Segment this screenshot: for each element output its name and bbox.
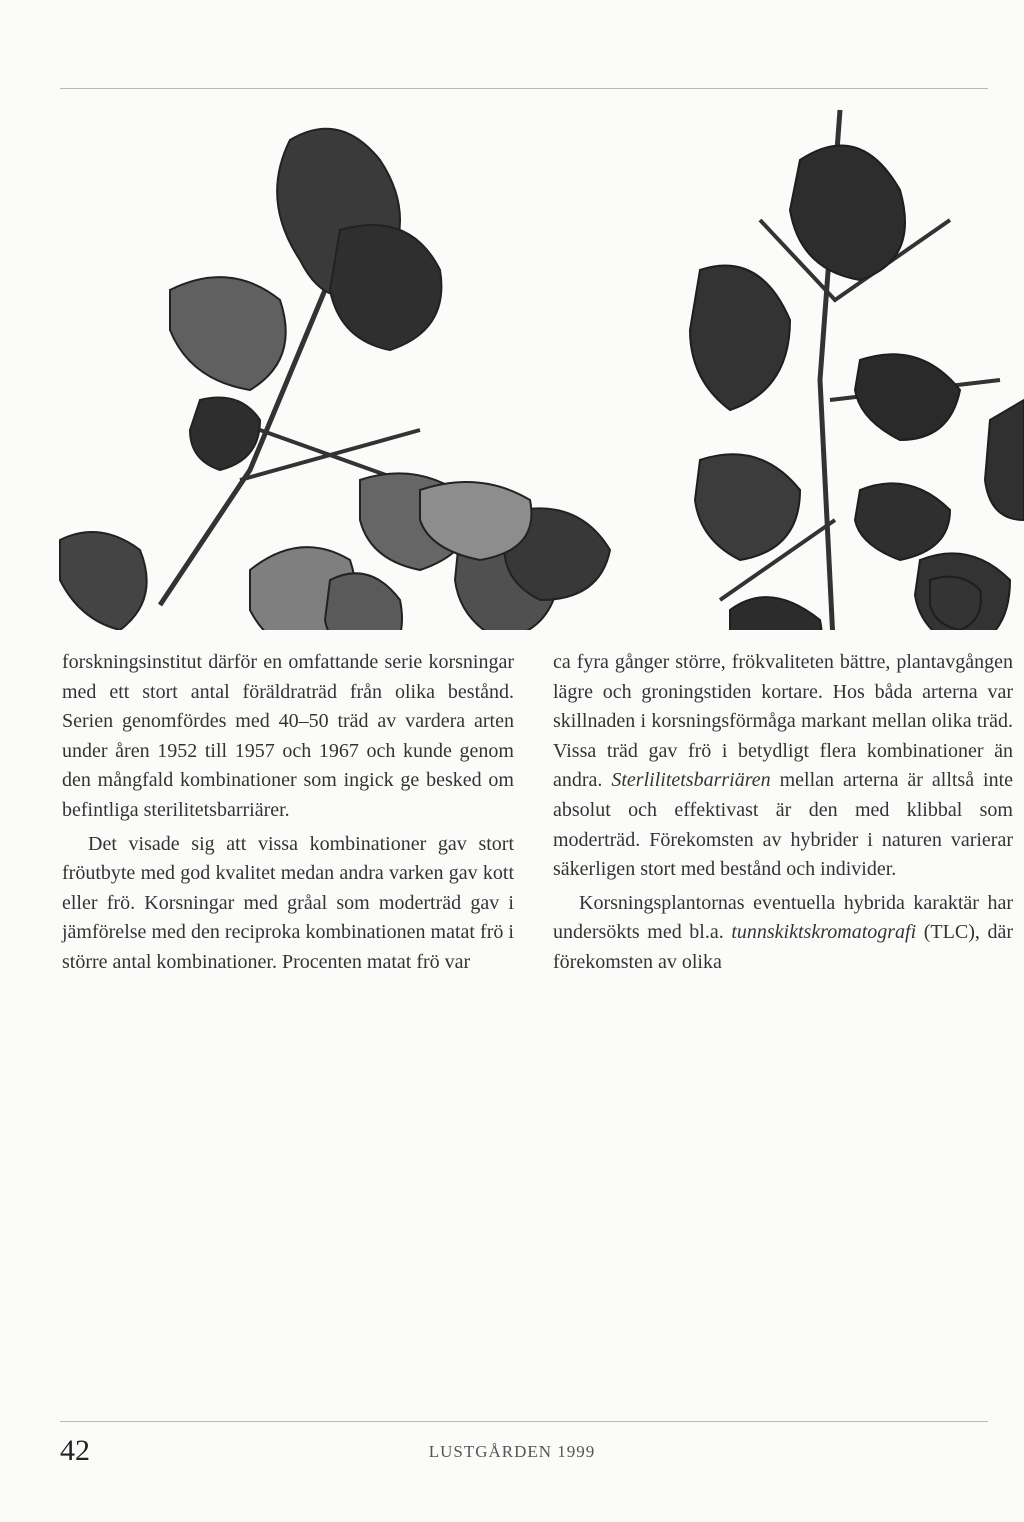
left-paragraph-1: forskningsinstitut därför en omfattande serie korsningar med ett stort antal föräldraträd från olika bestånd. Serien genomfördes med 40–50 träd av vardera arten under åren 1952 till 1957 och 1967 och kunde genom den mångfald kombinationer som ingick ge besked om befintliga sterilitetsbarriärer.: [62, 651, 514, 821]
left-paragraph-2: Det visade sig att vissa kombinationer gav stort fröutbyte med god kvalitet medan andra varken gav kott eller frö. Korsningar med gråal som moderträd gav i jämförelse med den reciproka kombinationen matat frö i större antal kombinationer. Procenten matat frö var: [62, 832, 514, 973]
right-p1-italic-term: Sterlilitetsbarriären: [611, 769, 771, 792]
right-paragraph-2: [553, 889, 1013, 978]
right-p2-italic-term: tunnskiktskromatografi: [731, 921, 917, 944]
leaf-photograph: [0, 100, 1024, 630]
bottom-rule: [60, 1421, 988, 1422]
right-paragraph-1: [553, 648, 1013, 885]
right-column: [553, 648, 1013, 978]
right-p2-text-b: (TLC), där förekomsten av olika: [553, 921, 1013, 973]
journal-footer: LUSTGÅRDEN 1999: [428, 1442, 596, 1461]
top-rule: [60, 88, 988, 89]
page-number: 42: [60, 1434, 90, 1467]
right-branch: [690, 110, 1024, 630]
left-column: [62, 648, 514, 978]
left-branch: [60, 129, 610, 630]
right-p1-text-a: ca fyra gånger större, frökvaliteten bättre, plantavgången lägre och groningstiden kortare. Hos båda arterna var skillnaden i korsningsförmåga markant mellan olika träd. Vissa träd gav frö i betydligt flera kombinationer än andra.: [553, 651, 1013, 792]
right-p2-text-a: Korsningsplantornas eventuella hybrida karaktär har undersökts med bl.a.: [553, 891, 1013, 944]
right-p1-text-b: mellan arterna är alltså inte absolut och effektivast är den med klibbal som moderträd. Förekomsten av hybrider i naturen varierar säkerligen stort med bestånd och individer.: [553, 769, 1014, 881]
